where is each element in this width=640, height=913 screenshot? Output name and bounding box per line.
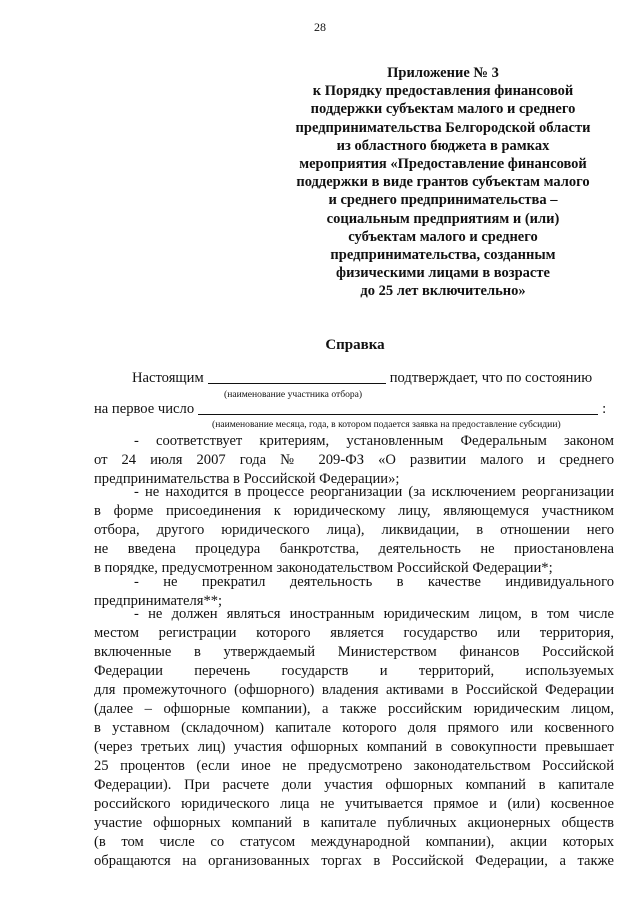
paragraph-line: - соответствует критериям, установленным Федеральным законом: [134, 433, 614, 449]
month-year-field[interactable]: [198, 414, 598, 415]
paragraph-line: участие офшорных компаний в капитале публичных акционерных обществ: [94, 815, 614, 831]
paragraph-line: местом регистрации которого является государство или территория,: [94, 625, 614, 641]
paragraph-line: Федерации перечень государств и территорий, используемых: [94, 663, 614, 679]
appendix-line: поддержки в виде грантов субъектам малого: [296, 174, 590, 191]
appendix-line: поддержки субъектам малого и среднего: [310, 101, 576, 118]
paragraph-line: в уставном (складочном) капитале которого доля прямого или косвенного: [94, 720, 614, 736]
paragraph-line: не введена процедура банкротства, деятельность не приостановлена: [94, 541, 614, 557]
paragraph-reorganization: [94, 483, 614, 578]
document-title: Справка: [325, 337, 385, 353]
form-prefix: на первое число: [94, 401, 195, 417]
appendix-line: из областного бюджета в рамках: [336, 137, 550, 154]
paragraph-offshore: [94, 605, 614, 871]
paragraph-line: в форме присоединения к юридическому лицу, являющемуся участником: [94, 503, 614, 519]
appendix-line: субъектам малого и среднего: [348, 228, 538, 245]
paragraph-line: для промежуточного (офшорного) владения активами в Российской Федерации: [94, 682, 614, 698]
appendix-header: [278, 64, 608, 301]
appendix-line: до 25 лет включительно»: [360, 283, 526, 300]
participant-name-field[interactable]: [208, 383, 386, 384]
paragraph-line: (через третьих лиц) участия офшорных компаний в совокупности превышает: [94, 739, 614, 755]
form-line-date: [94, 400, 614, 419]
appendix-line: предпринимательства, созданным: [330, 247, 556, 264]
appendix-line: и среднего предпринимательства –: [328, 192, 558, 209]
paragraph-line: (в том числе со статусом международной компании), акции которых: [94, 834, 614, 850]
paragraph-line: обращаются на организованных торгах в Российской Федерации, а также: [94, 853, 614, 869]
appendix-line: к Порядку предоставления финансовой: [312, 83, 574, 100]
paragraph-line: 25 процентов (если иное не предусмотрено законодательством Российской: [94, 758, 614, 774]
paragraph-line: предпринимателя**;: [94, 593, 223, 609]
form-line-participant: [132, 369, 614, 388]
paragraph-line: - не прекратил деятельность в качестве индивидуального: [134, 574, 614, 590]
paragraph-line: - не должен являться иностранным юридическим лицом, в том числе: [134, 606, 614, 622]
paragraph-line: включенные в утверждаемый Министерством финансов Российской: [94, 644, 614, 660]
form-prefix: Настоящим: [132, 370, 204, 386]
form-suffix: подтверждает, что по состоянию: [389, 370, 593, 386]
paragraph-criteria: [94, 432, 614, 489]
paragraph-line: Федерации). При расчете доли участия офшорных компаний в капитале: [94, 777, 614, 793]
paragraph-line: отбора, другого юридического лица), ликвидации, в отношении него: [94, 522, 614, 538]
appendix-line: социальным предприятиям и (или): [326, 210, 560, 227]
participant-caption: (наименование участника отбора): [224, 389, 363, 400]
paragraph-line: предпринимательства в Российской Федерации»;: [94, 471, 400, 487]
paragraph-line: (далее – офшорные компании), а также российским юридическим лицом,: [94, 701, 614, 717]
paragraph-line: - не находится в процессе реорганизации (за исключением реорганизации: [134, 484, 614, 500]
paragraph-line: в порядке, предусмотренном законодательством Российской Федерации*;: [94, 560, 553, 576]
appendix-line: Приложение № 3: [387, 65, 499, 81]
paragraph-line: от 24 июля 2007 года № 209-ФЗ «О развитии малого и среднего: [94, 452, 614, 468]
page-number: 28: [314, 20, 326, 34]
appendix-line: мероприятия «Предоставление финансовой: [299, 156, 587, 173]
appendix-line: физическими лицами в возрасте: [336, 265, 550, 282]
appendix-line: предпринимательства Белгородской области: [295, 119, 591, 136]
form-suffix: :: [602, 401, 607, 417]
month-year-caption: (наименование месяца, года, в котором подается заявка на предоставление субсидии): [212, 419, 561, 430]
paragraph-line: российского юридического лица не учитывается прямое и (или) косвенное: [94, 796, 614, 812]
